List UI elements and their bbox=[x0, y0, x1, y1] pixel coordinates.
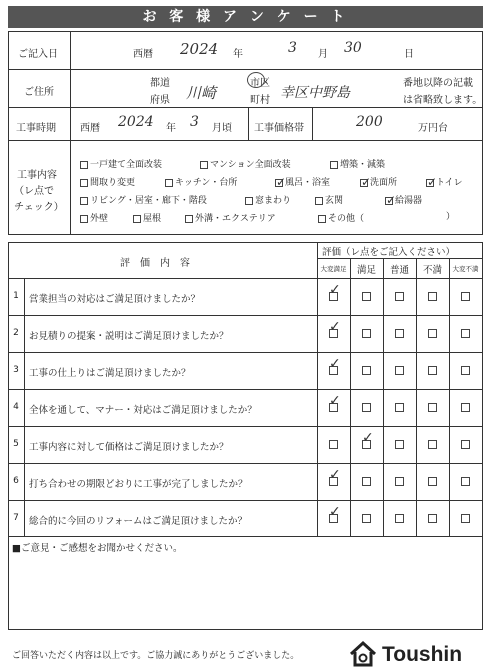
rating-checkbox[interactable] bbox=[395, 403, 404, 412]
work-option-label: 給湯器 bbox=[395, 196, 423, 206]
rating-checkbox[interactable] bbox=[395, 514, 404, 523]
rating-checkbox[interactable] bbox=[428, 403, 437, 412]
divider bbox=[383, 258, 384, 537]
work-option-label: 外壁 bbox=[90, 214, 109, 224]
work-option-label: マンション全面改装 bbox=[210, 160, 291, 170]
question-number: 1 bbox=[13, 291, 19, 301]
check-mark-icon: ✓ bbox=[361, 174, 372, 189]
content-label-2: （レ点で bbox=[14, 186, 54, 197]
checkbox[interactable] bbox=[330, 161, 338, 169]
work-option[interactable] bbox=[360, 175, 397, 188]
question-text: 打ち合わせの期限どおりに工事が完了しましたか？ bbox=[29, 479, 248, 490]
divider bbox=[8, 352, 483, 353]
rating-checkbox[interactable] bbox=[395, 366, 404, 375]
question-text: 総合的に今回のリフォームはご満足頂けましたか？ bbox=[29, 516, 248, 527]
period-year-unit: 年 bbox=[166, 123, 176, 134]
divider bbox=[8, 500, 483, 501]
checkbox[interactable] bbox=[385, 192, 397, 207]
work-option-label: リビング・居室・廊下・階段 bbox=[90, 196, 207, 206]
work-option-label: 外溝・エクステリア bbox=[195, 214, 276, 224]
entry-year-unit: 年 bbox=[233, 49, 243, 60]
price-value[interactable]: 200 bbox=[356, 114, 383, 130]
rating-checkbox[interactable] bbox=[362, 403, 371, 412]
rating-checkbox[interactable] bbox=[461, 329, 470, 338]
divider bbox=[70, 31, 71, 235]
city-handwritten[interactable]: 川崎 bbox=[186, 84, 217, 102]
rating-column-header: 大変不満 bbox=[452, 265, 479, 273]
content-label-3: チェック） bbox=[14, 202, 64, 213]
work-option[interactable] bbox=[165, 175, 237, 188]
divider bbox=[8, 278, 483, 279]
work-option[interactable] bbox=[80, 193, 207, 206]
rating-checkbox[interactable] bbox=[428, 329, 437, 338]
work-option-label: 風呂・浴室 bbox=[285, 178, 331, 188]
divider bbox=[8, 389, 483, 390]
divider bbox=[8, 140, 483, 141]
entry-day-unit: 日 bbox=[404, 49, 414, 60]
checkbox[interactable] bbox=[245, 197, 253, 205]
work-option[interactable] bbox=[426, 175, 463, 188]
entry-day[interactable]: 30 bbox=[344, 40, 362, 56]
work-option-label: 屋根 bbox=[143, 214, 162, 224]
entry-month-unit: 月 bbox=[318, 49, 328, 60]
rating-checkbox[interactable] bbox=[461, 403, 470, 412]
rating-column-header: 普通 bbox=[389, 265, 409, 276]
rating-checkbox[interactable] bbox=[395, 292, 404, 301]
checkbox[interactable] bbox=[315, 197, 323, 205]
rating-checkbox[interactable] bbox=[461, 440, 470, 449]
check-mark-icon: ✓ bbox=[329, 356, 341, 372]
work-option[interactable] bbox=[133, 211, 161, 224]
rating-checkbox[interactable] bbox=[362, 477, 371, 486]
work-option[interactable] bbox=[385, 193, 422, 206]
address-note-1: 番地以降の記載 bbox=[403, 78, 473, 89]
checkbox[interactable] bbox=[200, 161, 208, 169]
rating-checkbox[interactable] bbox=[395, 440, 404, 449]
entry-month[interactable]: 3 bbox=[288, 40, 297, 56]
divider bbox=[8, 69, 483, 70]
rating-checkbox[interactable] bbox=[428, 292, 437, 301]
divider bbox=[24, 278, 25, 537]
entry-era: 西暦 bbox=[133, 49, 153, 60]
divider bbox=[8, 426, 483, 427]
rating-column-header: 不満 bbox=[422, 265, 442, 276]
rating-checkbox[interactable] bbox=[461, 514, 470, 523]
check-mark-icon: ✓ bbox=[427, 174, 438, 189]
question-number: 6 bbox=[13, 476, 19, 486]
city-top: 市区 bbox=[250, 78, 270, 89]
period-label: 工事時期 bbox=[16, 123, 56, 134]
form-title: お 客 様 ア ン ケ ー ト bbox=[8, 6, 483, 28]
checkbox[interactable] bbox=[80, 197, 88, 205]
price-label: 工事価格帯 bbox=[254, 123, 304, 134]
checkbox[interactable] bbox=[133, 215, 141, 223]
question-text: 工事の仕上りはご満足頂けましたか？ bbox=[29, 368, 191, 379]
price-unit: 万円台 bbox=[418, 123, 448, 134]
checkbox[interactable] bbox=[80, 179, 88, 187]
town-handwritten[interactable]: 幸区中野島 bbox=[280, 85, 350, 101]
divider bbox=[8, 107, 483, 108]
entry-year[interactable]: 2024 bbox=[180, 40, 219, 58]
city-circle bbox=[247, 72, 265, 88]
pref-bottom: 府県 bbox=[150, 95, 170, 106]
period-era: 西暦 bbox=[80, 123, 100, 134]
rating-checkbox[interactable] bbox=[428, 477, 437, 486]
rating-checkbox[interactable] bbox=[362, 366, 371, 375]
rating-checkbox[interactable] bbox=[428, 366, 437, 375]
checkbox[interactable] bbox=[275, 174, 287, 189]
work-option-label: 洗面所 bbox=[370, 178, 398, 188]
work-option[interactable] bbox=[185, 211, 276, 224]
rating-checkbox[interactable] bbox=[329, 440, 338, 449]
check-mark-icon: ✓ bbox=[276, 174, 287, 189]
rating-column-header: 大変満足 bbox=[320, 265, 347, 273]
question-text: お見積りの提案・説明はご満足頂けましたか？ bbox=[29, 331, 229, 342]
checkbox[interactable] bbox=[165, 179, 173, 187]
brand-name: Toushin bbox=[382, 643, 463, 666]
divider bbox=[248, 107, 249, 140]
check-mark-icon: ✓ bbox=[329, 504, 341, 520]
pref-top: 都道 bbox=[150, 78, 170, 89]
rating-checkbox[interactable] bbox=[461, 292, 470, 301]
work-option-label: トイレ bbox=[436, 178, 463, 188]
work-option[interactable] bbox=[80, 157, 162, 170]
check-mark-icon: ✓ bbox=[386, 192, 397, 207]
brand-logo bbox=[348, 640, 378, 671]
question-number: 4 bbox=[13, 402, 19, 412]
rating-checkbox[interactable] bbox=[362, 514, 371, 523]
work-option-label: キッチン・台所 bbox=[175, 178, 238, 188]
divider bbox=[312, 107, 313, 140]
address-note-2: は省略致します。 bbox=[403, 95, 483, 106]
work-option[interactable] bbox=[80, 211, 108, 224]
checkbox[interactable] bbox=[80, 161, 88, 169]
work-option-label: 窓まわり bbox=[255, 196, 292, 206]
period-month-unit: 月頃 bbox=[212, 123, 232, 134]
question-number: 7 bbox=[13, 513, 19, 523]
rating-checkbox[interactable] bbox=[395, 477, 404, 486]
period-month[interactable]: 3 bbox=[190, 114, 199, 130]
rating-column-header: 満足 bbox=[356, 265, 376, 276]
question-number: 2 bbox=[13, 328, 19, 338]
question-text: 工事内容に対して価格はご満足頂けましたか？ bbox=[29, 442, 229, 453]
rating-checkbox[interactable] bbox=[362, 292, 371, 301]
work-option[interactable] bbox=[275, 175, 330, 188]
rating-checkbox[interactable] bbox=[362, 329, 371, 338]
work-option[interactable] bbox=[330, 157, 385, 170]
work-option-label: その他（ bbox=[328, 214, 365, 224]
checkbox[interactable] bbox=[185, 215, 193, 223]
address-label: ご住所 bbox=[24, 87, 54, 98]
period-year[interactable]: 2024 bbox=[118, 114, 154, 130]
check-mark-icon: ✓ bbox=[329, 319, 341, 335]
rating-checkbox[interactable] bbox=[428, 514, 437, 523]
rating-checkbox[interactable] bbox=[461, 366, 470, 375]
divider bbox=[317, 258, 483, 259]
question-number: 5 bbox=[13, 439, 19, 449]
question-text: 全体を通して、マナー・対応はご満足頂けましたか？ bbox=[29, 405, 257, 416]
work-option-label: 玄関 bbox=[325, 196, 344, 206]
work-option[interactable] bbox=[318, 211, 364, 224]
divider bbox=[350, 258, 351, 537]
other-close: ） bbox=[446, 212, 456, 222]
content-label: 工事内容 bbox=[17, 170, 57, 181]
work-option[interactable] bbox=[245, 193, 291, 206]
work-option[interactable] bbox=[200, 157, 291, 170]
entry-date-label: ご記入日 bbox=[18, 49, 58, 60]
check-mark-icon: ✓ bbox=[329, 467, 341, 483]
rating-checkbox[interactable] bbox=[395, 329, 404, 338]
footer-thanks: ご回答いただく内容は以上です。ご協力誠にありがとうございました。 bbox=[12, 651, 300, 661]
divider bbox=[449, 258, 450, 537]
divider bbox=[8, 315, 483, 316]
checkbox[interactable] bbox=[318, 215, 326, 223]
rating-checkbox[interactable] bbox=[461, 477, 470, 486]
rating-checkbox[interactable] bbox=[428, 440, 437, 449]
checkbox[interactable] bbox=[80, 215, 88, 223]
work-option[interactable] bbox=[80, 175, 135, 188]
content-header: 評 価 内 容 bbox=[120, 258, 190, 269]
work-option-label: 一戸建て全面改装 bbox=[90, 160, 163, 170]
work-option-label: 増築・減築 bbox=[340, 160, 386, 170]
question-text: 営業担当の対応はご満足頂けましたか？ bbox=[29, 294, 201, 305]
work-option-label: 間取り変更 bbox=[90, 178, 136, 188]
checkbox[interactable] bbox=[426, 174, 438, 189]
city-bottom: 町村 bbox=[250, 95, 270, 106]
opinion-label: ■ご意見・ご感想をお聞かせください。 bbox=[12, 543, 183, 554]
check-mark-icon: ✓ bbox=[362, 430, 374, 446]
house-logo-icon bbox=[348, 640, 378, 668]
checkbox[interactable] bbox=[360, 174, 372, 189]
divider bbox=[8, 463, 483, 464]
divider bbox=[416, 258, 417, 537]
work-option[interactable] bbox=[315, 193, 343, 206]
question-number: 3 bbox=[13, 365, 19, 375]
rating-header: 評価（レ点をご記入ください） bbox=[322, 247, 456, 258]
check-mark-icon: ✓ bbox=[329, 393, 341, 409]
check-mark-icon: ✓ bbox=[329, 282, 341, 298]
